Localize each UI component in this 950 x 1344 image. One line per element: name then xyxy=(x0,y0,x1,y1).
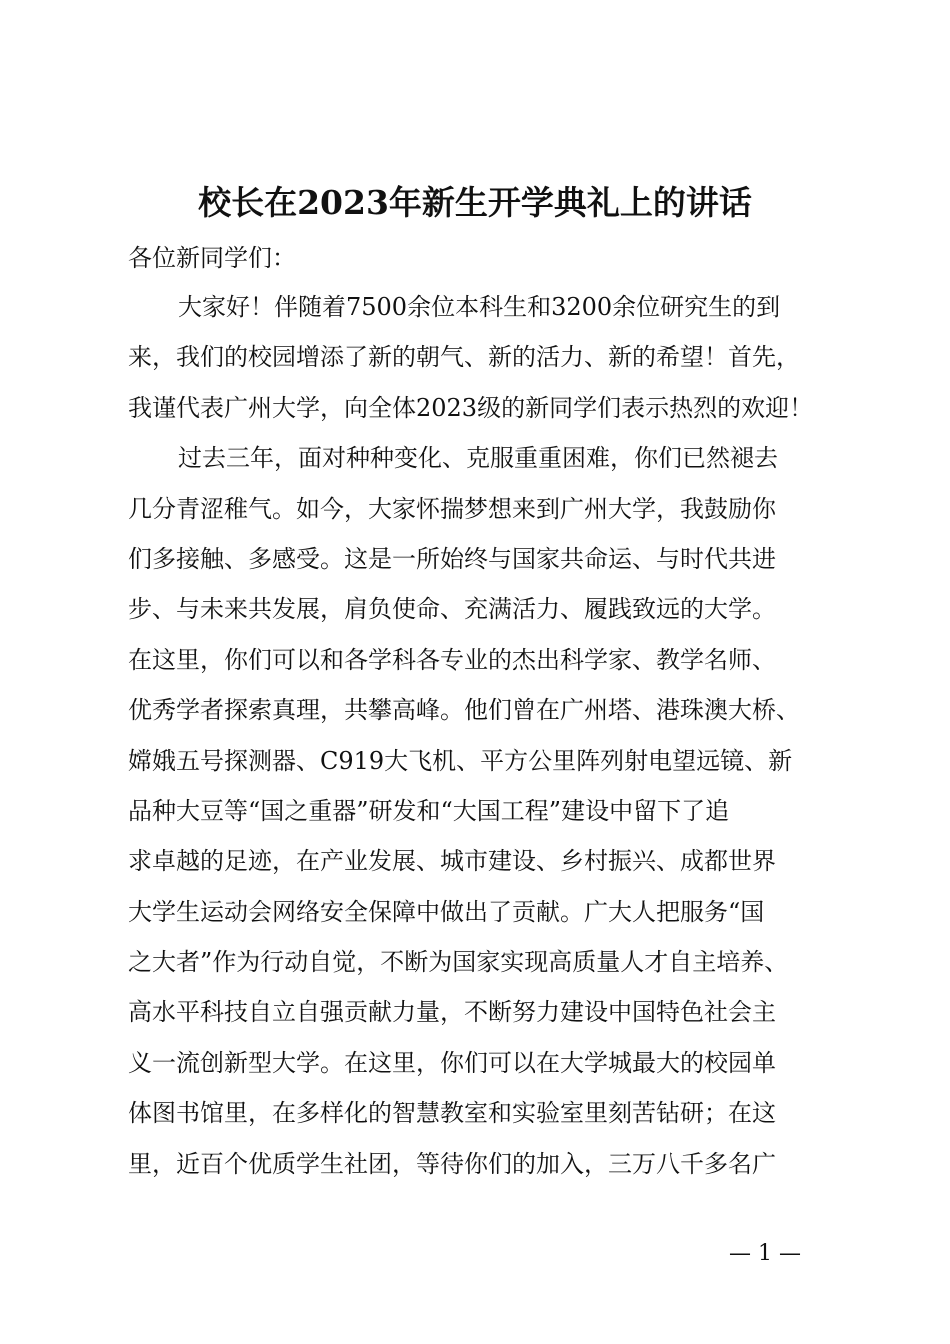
salutation: 各位新同学们： xyxy=(128,244,296,272)
paragraph-line: 步、与未来共发展，肩负使命、充满活力、履践致远的大学。 xyxy=(128,595,776,624)
paragraph-line: 大家好！伴随着7500余位本科生和3200余位研究生的到 xyxy=(178,293,781,321)
paragraph-line: 们多接触、多感受。这是一所始终与国家共命运、与时代共进 xyxy=(128,544,776,573)
paragraph-line: 之大者”作为行动自觉，不断为国家实现高质量人才自主培养、 xyxy=(128,948,789,977)
paragraph-line: 义一流创新型大学。在这里，你们可以在大学城最大的校园单 xyxy=(128,1048,776,1077)
paragraph-line: 嫦娥五号探测器、C919大飞机、平方公里阵列射电望远镜、新 xyxy=(128,746,793,775)
paragraph-line: 里，近百个优质学生社团，等待你们的加入，三万八千多名广 xyxy=(128,1149,776,1178)
document-title: 校长在2023年新生开学典礼上的讲话 xyxy=(198,183,752,222)
paragraph-line: 求卓越的足迹，在产业发展、城市建设、乡村振兴、成都世界 xyxy=(128,847,776,876)
paragraph-line: 高水平科技自立自强贡献力量，不断努力建设中国特色社会主 xyxy=(128,998,776,1027)
paragraph-line: 优秀学者探索真理，共攀高峰。他们曾在广州塔、港珠澳大桥、 xyxy=(128,696,800,725)
paragraph-line: 来，我们的校园增添了新的朝气、新的活力、新的希望！首先， xyxy=(128,343,800,372)
paragraph-line: 我谨代表广州大学，向全体2023级的新同学们表示热烈的欢迎！ xyxy=(128,393,814,422)
paragraph-line: 大学生运动会网络安全保障中做出了贡献。广大人把服务“国 xyxy=(128,897,765,926)
paragraph-line: 过去三年，面对种种变化、克服重重困难，你们已然褪去 xyxy=(178,444,778,473)
page-number: — 1 — xyxy=(729,1241,801,1266)
speech-body xyxy=(128,282,848,1189)
paragraph-line: 几分青涩稚气。如今，大家怀揣梦想来到广州大学，我鼓励你 xyxy=(128,494,776,523)
paragraph-line: 在这里，你们可以和各学科各专业的杰出科学家、教学名师、 xyxy=(128,645,776,674)
paragraph-line: 品种大豆等“国之重器”研发和“大国工程”建设中留下了追 xyxy=(128,796,730,825)
paragraph-line: 体图书馆里，在多样化的智慧教室和实验室里刻苦钻研；在这 xyxy=(128,1099,776,1128)
